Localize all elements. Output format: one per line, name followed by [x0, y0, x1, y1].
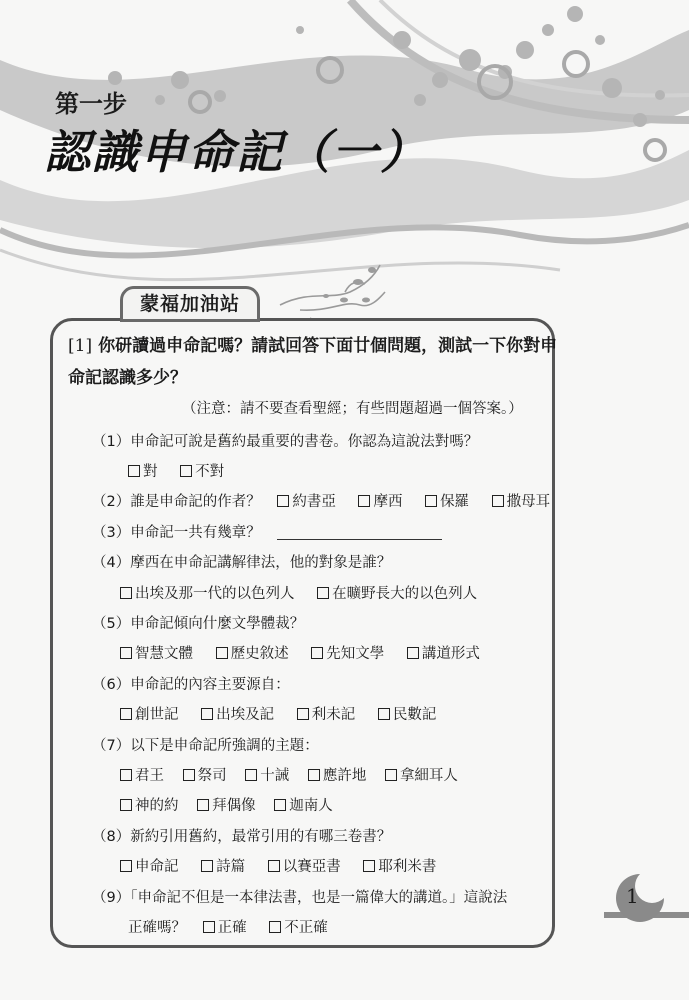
option-checkbox[interactable]	[269, 920, 328, 936]
option-label: 十誡	[260, 768, 290, 784]
intro-text: 你研讀過申命記嗎？請試回答下面廿個問題，測試一下你對申命記認識多少？	[68, 336, 558, 388]
option-label: 申命記	[135, 859, 179, 875]
checkbox-icon	[308, 769, 320, 781]
question-8	[92, 825, 391, 846]
question-number: （2）	[92, 494, 131, 510]
checkbox-icon	[492, 495, 504, 507]
checkbox-icon	[216, 647, 228, 659]
option-checkbox[interactable]	[203, 920, 247, 936]
step-label: 第一步	[55, 89, 127, 118]
question-text: 摩西在申命記講解律法，他的對象是誰？	[130, 555, 392, 571]
option-label: 拿細耳人	[399, 768, 458, 784]
question-8-options	[120, 855, 454, 876]
checkbox-icon	[120, 799, 132, 811]
option-label: 不對	[195, 464, 225, 480]
question-number: （7）	[92, 738, 131, 754]
option-label: 君王	[135, 768, 164, 784]
question-7-options-row2	[120, 794, 351, 815]
checkbox-icon	[268, 860, 280, 872]
page-number: 1	[626, 884, 639, 908]
intro-number: [1]	[68, 336, 93, 356]
option-label: 以賽亞書	[282, 859, 341, 875]
option-checkbox[interactable]	[120, 768, 164, 784]
checkbox-icon	[120, 647, 132, 659]
checkbox-icon	[407, 647, 419, 659]
checkbox-icon	[183, 769, 195, 781]
chapter-title: 認識申命記（一）	[44, 125, 428, 179]
option-checkbox[interactable]	[492, 494, 551, 510]
option-label: 出埃及記	[216, 707, 275, 723]
checkbox-icon	[201, 860, 213, 872]
quiz-intro	[68, 330, 558, 394]
option-checkbox[interactable]	[358, 494, 402, 510]
option-checkbox[interactable]	[120, 646, 193, 662]
option-checkbox[interactable]	[425, 494, 469, 510]
option-checkbox[interactable]	[120, 859, 179, 875]
checkbox-icon	[197, 799, 209, 811]
question-number: （9）	[92, 890, 131, 906]
option-checkbox[interactable]	[120, 586, 295, 602]
checkbox-icon	[201, 708, 213, 720]
option-label: 神的約	[135, 798, 179, 814]
option-checkbox[interactable]	[183, 768, 227, 784]
option-checkbox[interactable]	[201, 707, 274, 723]
option-label: 民數記	[392, 707, 437, 723]
question-text: 新約引用舊約，最常引用的有哪三卷書？	[130, 829, 392, 845]
option-checkbox[interactable]	[197, 798, 256, 814]
option-checkbox[interactable]	[245, 768, 289, 784]
question-text: 申命記的內容主要源自：	[130, 677, 290, 693]
checkbox-icon	[297, 708, 309, 720]
option-label: 利未記	[311, 707, 356, 723]
question-6	[92, 673, 290, 694]
option-checkbox[interactable]	[311, 646, 384, 662]
option-label: 講道形式	[421, 646, 480, 662]
question-text: 申命記一共有幾章？	[130, 525, 261, 541]
question-number: （1）	[92, 434, 131, 450]
option-checkbox[interactable]	[363, 859, 436, 875]
question-number: （4）	[92, 555, 131, 571]
intro-note: （注意：請不要查看聖經；有些問題超過一個答案。）	[182, 401, 523, 417]
option-label: 祭司	[197, 768, 227, 784]
option-label: 對	[143, 464, 158, 480]
option-label: 在曠野長大的以色列人	[332, 586, 478, 602]
answer-blank[interactable]	[277, 525, 442, 540]
option-label: 詩篇	[216, 859, 246, 875]
checkbox-icon	[385, 769, 397, 781]
option-checkbox[interactable]	[180, 464, 224, 480]
option-label: 耶利米書	[378, 859, 437, 875]
option-checkbox[interactable]	[120, 707, 179, 723]
question-7	[92, 734, 319, 755]
checkbox-icon	[317, 587, 329, 599]
option-label: 迦南人	[289, 798, 333, 814]
option-checkbox[interactable]	[317, 586, 477, 602]
option-checkbox[interactable]	[385, 768, 458, 784]
option-label: 出埃及那一代的以色列人	[135, 586, 295, 602]
question-3	[92, 521, 442, 542]
question-7-options-row1	[120, 764, 458, 785]
checkbox-icon	[277, 495, 289, 507]
section-tab: 蒙福加油站	[120, 286, 260, 322]
question-9-line2	[128, 916, 346, 937]
option-label: 約書亞	[292, 494, 336, 510]
question-text-continued: 正確嗎？	[128, 920, 186, 936]
checkbox-icon	[120, 708, 132, 720]
checkbox-icon	[425, 495, 437, 507]
question-text: 「申命記不但是一本律法書，也是一篇偉大的講道。」這說法	[130, 890, 508, 906]
option-checkbox[interactable]	[268, 859, 341, 875]
question-number: （5）	[92, 616, 131, 632]
option-label: 拜偶像	[212, 798, 256, 814]
option-checkbox[interactable]	[407, 646, 480, 662]
question-5	[92, 612, 304, 633]
option-checkbox[interactable]	[308, 768, 367, 784]
option-label: 摩西	[373, 494, 403, 510]
option-label: 撒母耳	[506, 494, 551, 510]
option-label: 正確	[217, 920, 247, 936]
option-checkbox[interactable]	[297, 707, 356, 723]
option-checkbox[interactable]	[128, 464, 158, 480]
checkbox-icon	[245, 769, 257, 781]
option-checkbox[interactable]	[274, 798, 333, 814]
checkbox-icon	[203, 921, 215, 933]
option-checkbox[interactable]	[201, 859, 245, 875]
option-label: 不正確	[284, 920, 328, 936]
checkbox-icon	[274, 799, 286, 811]
option-label: 智慧文體	[135, 646, 193, 662]
option-label: 歷史敘述	[230, 646, 289, 662]
checkbox-icon	[120, 587, 132, 599]
option-label: 先知文學	[326, 646, 385, 662]
option-checkbox[interactable]	[277, 494, 336, 510]
question-number: （8）	[92, 829, 131, 845]
option-label: 應許地	[322, 768, 367, 784]
option-label: 創世記	[135, 707, 179, 723]
checkbox-icon	[378, 708, 390, 720]
option-label: 保羅	[440, 494, 470, 510]
question-4-options	[120, 582, 495, 603]
question-6-options	[120, 703, 454, 724]
question-5-options	[120, 642, 498, 663]
option-checkbox[interactable]	[216, 646, 289, 662]
option-checkbox[interactable]	[378, 707, 437, 723]
checkbox-icon	[269, 921, 281, 933]
checkbox-icon	[120, 860, 132, 872]
question-text: 誰是申命記的作者？	[130, 494, 261, 510]
question-1	[92, 430, 478, 451]
question-9	[92, 886, 507, 907]
checkbox-icon	[180, 465, 192, 477]
question-number: （3）	[92, 525, 131, 541]
question-text: 申命記傾向什麼文學體裁？	[130, 616, 305, 632]
checkbox-icon	[363, 860, 375, 872]
question-1-options	[128, 460, 242, 481]
checkbox-icon	[311, 647, 323, 659]
question-number: （6）	[92, 677, 131, 693]
question-text: 申命記可說是舊約最重要的書卷。你認為這說法對嗎？	[130, 434, 479, 450]
question-2	[92, 490, 550, 511]
question-4	[92, 551, 391, 572]
option-checkbox[interactable]	[120, 798, 179, 814]
checkbox-icon	[120, 769, 132, 781]
checkbox-icon	[128, 465, 140, 477]
question-text: 以下是申命記所強調的主題：	[130, 738, 319, 754]
checkbox-icon	[358, 495, 370, 507]
